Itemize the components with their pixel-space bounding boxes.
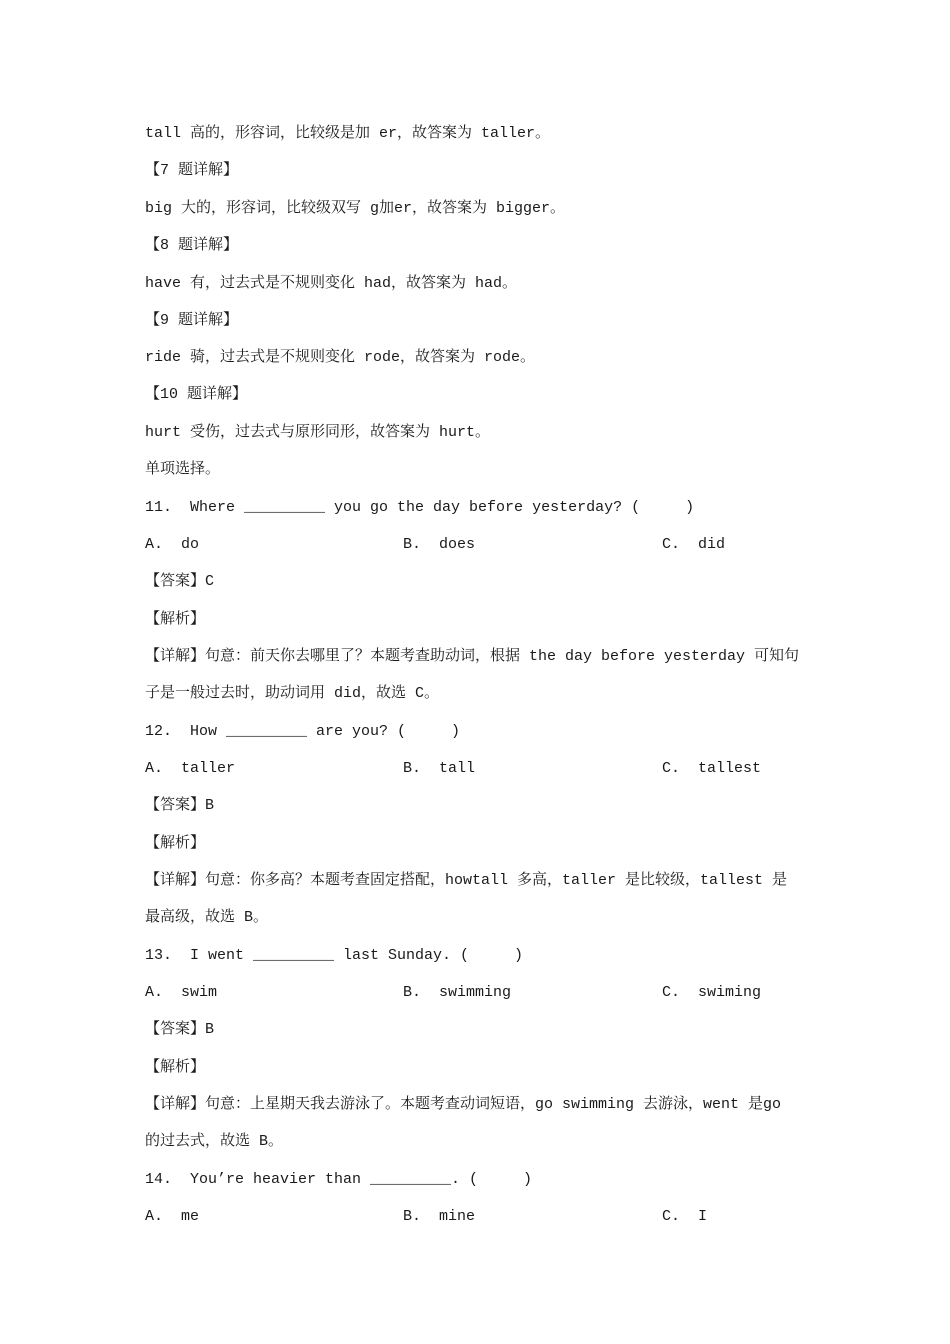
section-heading: 【9 题详解】 xyxy=(145,312,239,329)
detail-line: 【详解】句意：你多高？本题考查固定搭配，howtall 多高，taller 是比较级，tallest 是 xyxy=(145,872,788,889)
option-c: C. I xyxy=(662,1208,708,1225)
section-title: 单项选择。 xyxy=(145,461,221,478)
option-b: B. does xyxy=(403,536,476,553)
option-b: B. tall xyxy=(403,760,476,777)
explanation-line: ride 骑，过去式是不规则变化 rode，故答案为 rode。 xyxy=(145,349,536,366)
section-heading: 【8 题详解】 xyxy=(145,237,239,254)
option-c: C. swiming xyxy=(662,984,762,1001)
answer-line: 【答案】B xyxy=(145,1021,215,1038)
option-b: B. swimming xyxy=(403,984,512,1001)
option-a: A. do xyxy=(145,536,200,553)
option-a: A. me xyxy=(145,1208,200,1225)
explanation-line: tall 高的，形容词，比较级是加 er，故答案为 taller。 xyxy=(145,125,551,142)
explanation-line: hurt 受伤，过去式与原形同形，故答案为 hurt。 xyxy=(145,424,491,441)
option-a: A. swim xyxy=(145,984,218,1001)
section-heading: 【7 题详解】 xyxy=(145,162,239,179)
option-c: C. tallest xyxy=(662,760,762,777)
analysis-heading: 【解析】 xyxy=(145,1059,206,1076)
option-c: C. did xyxy=(662,536,726,553)
question-stem: 11. Where _________ you go the day before yesterday? ( ) xyxy=(145,499,695,516)
explanation-line: big 大的，形容词，比较级双写 g加er，故答案为 bigger。 xyxy=(145,200,566,217)
analysis-heading: 【解析】 xyxy=(145,835,206,852)
option-a: A. taller xyxy=(145,760,236,777)
analysis-heading: 【解析】 xyxy=(145,611,206,628)
detail-line: 【详解】句意：前天你去哪里了？本题考查助动词，根据 the day before yesterday 可知句 xyxy=(145,648,800,665)
question-stem: 12. How _________ are you? ( ) xyxy=(145,723,461,740)
explanation-line: have 有，过去式是不规则变化 had，故答案为 had。 xyxy=(145,275,518,292)
answer-line: 【答案】C xyxy=(145,573,215,590)
section-heading: 【10 题详解】 xyxy=(145,386,248,403)
detail-line: 【详解】句意：上星期天我去游泳了。本题考查动词短语，go swimming 去游泳，went 是go xyxy=(145,1096,782,1113)
option-b: B. mine xyxy=(403,1208,476,1225)
question-stem: 14. You’re heavier than _________. ( ) xyxy=(145,1171,533,1188)
detail-line: 的过去式，故选 B。 xyxy=(145,1133,284,1150)
question-stem: 13. I went _________ last Sunday. ( ) xyxy=(145,947,524,964)
detail-line: 子是一般过去时，助动词用 did，故选 C。 xyxy=(145,685,440,702)
detail-line: 最高级，故选 B。 xyxy=(145,909,269,926)
answer-line: 【答案】B xyxy=(145,797,215,814)
